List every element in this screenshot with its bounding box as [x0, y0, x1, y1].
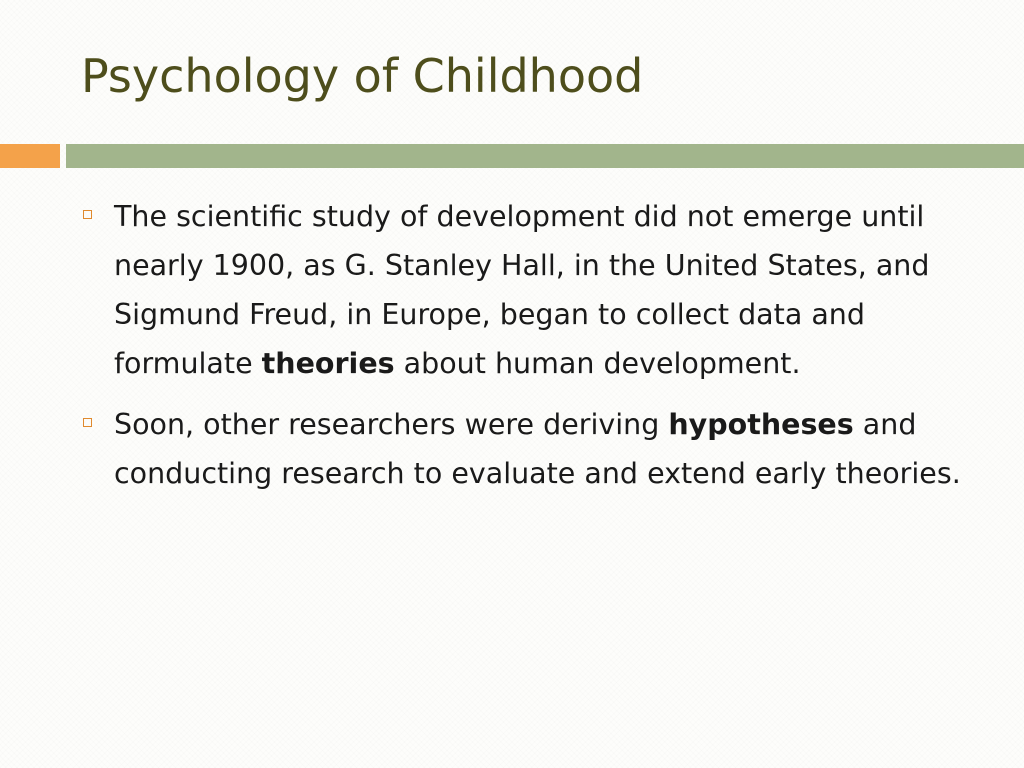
title-accent-bar — [0, 144, 60, 168]
bullet-text-part: Soon, other researchers were deriving — [114, 408, 669, 441]
bullet-bold-term: hypotheses — [668, 408, 854, 441]
slide-title: Psychology of Childhood — [81, 49, 644, 103]
square-bullet-icon — [83, 418, 92, 427]
bullet-text-part: and conducting research to evaluate and extend early theories. — [114, 408, 961, 490]
bullet-text-part: about human development. — [394, 347, 801, 380]
bullet-list — [83, 192, 963, 510]
square-bullet-icon — [83, 210, 92, 219]
bullet-text-part: The scientific study of development did not emerge until nearly 1900, as G. Stanley Hall, in the United States, and Sigmund Freud, in Europe, began to collect data and formulate — [114, 200, 930, 380]
bullet-item — [83, 192, 963, 388]
bullet-bold-term: theories — [261, 347, 395, 380]
bullet-text — [114, 400, 963, 498]
bullet-text — [114, 192, 963, 388]
bullet-item — [83, 400, 963, 498]
title-divider-bar — [66, 144, 1024, 168]
